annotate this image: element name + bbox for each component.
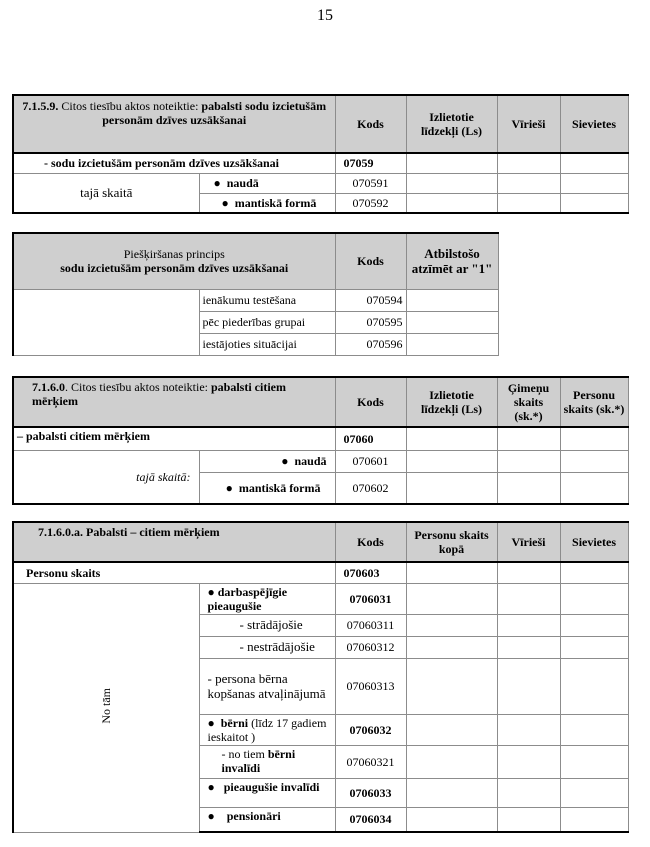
cell-sievietes[interactable] [560, 778, 628, 807]
table-row [13, 450, 628, 472]
row-label: Personu skaits [13, 562, 335, 583]
cell-lidzekli[interactable] [406, 173, 497, 193]
col-header-virie: Vīrieši [497, 95, 560, 153]
col-header-lidzekli: Izlietotie līdzekļi (Ls) [406, 377, 497, 427]
cell-sievietes[interactable] [560, 614, 628, 636]
row-code: 070601 [335, 450, 406, 472]
row-label: ● mantiskā formā [199, 472, 335, 504]
cell-lidzekli[interactable] [406, 427, 497, 450]
cell-virie[interactable] [497, 778, 560, 807]
bullet-icon: ● [207, 779, 215, 794]
cell-personu-skaits-kopa[interactable] [406, 583, 497, 614]
table-7-1-5-9 [12, 94, 629, 214]
row-label: - persona bērna kopšanas atvaļinājumā [199, 658, 335, 714]
table-title: 7.1.6.0. Citos tiesību aktos noteiktie: pabalsti citiem mērķiem [13, 377, 335, 427]
row-code: 070592 [335, 193, 406, 213]
col-header-personu-skaits: Personu skaits (sk.*) [560, 377, 628, 427]
table-title: 7.1.6.0.a. Pabalsti – citiem mērķiem [13, 522, 335, 562]
row-code: 07060313 [335, 658, 406, 714]
col-header-virie: Vīrieši [497, 522, 560, 562]
row-code: 07060321 [335, 745, 406, 778]
row-label: – pabalsti citiem mērķiem [13, 427, 335, 450]
row-label: ● pensionāri [199, 807, 335, 832]
cell-virie[interactable] [497, 636, 560, 658]
col-header-gimenu-skaits: Ģimeņu skaits (sk.*) [497, 377, 560, 427]
cell-lidzekli[interactable] [406, 472, 497, 504]
cell-sievietes[interactable] [560, 714, 628, 745]
cell-sievietes[interactable] [560, 583, 628, 614]
row-code: 0706032 [335, 714, 406, 745]
bullet-icon: ● [207, 584, 215, 599]
cell-gimenu-skaits[interactable] [497, 427, 560, 450]
incl-label: tajā skaitā [13, 173, 199, 213]
table-title: 7.1.5.9. Citos tiesību aktos noteiktie: pabalsti sodu izcietušām personām dzīves uzsākšanai [13, 95, 335, 153]
col-header-kods: Kods [335, 522, 406, 562]
row-code: 070591 [335, 173, 406, 193]
table-row [13, 427, 628, 450]
cell-sievietes[interactable] [560, 807, 628, 832]
bullet-icon: ● [225, 480, 233, 495]
col-header-kods: Kods [335, 233, 406, 289]
row-label: ienākumu testēšana [199, 289, 335, 311]
cell-virie[interactable] [497, 807, 560, 832]
col-header-kods: Kods [335, 377, 406, 427]
table-title: Piešķiršanas princips sodu izcietušām personām dzīves uzsākšanai [13, 233, 335, 289]
row-code: 07059 [335, 153, 406, 173]
row-label: iestājoties situācijai [199, 333, 335, 355]
cell-sievietes[interactable] [560, 745, 628, 778]
cell-sievietes[interactable] [560, 636, 628, 658]
cell-virie[interactable] [497, 614, 560, 636]
row-label: ● pieaugušie invalīdi [199, 778, 335, 807]
cell-sievietes[interactable] [560, 173, 628, 193]
bullet-icon: ● [207, 808, 215, 823]
side-label: No tām [99, 688, 114, 724]
table-row [13, 153, 628, 173]
row-code: 0706033 [335, 778, 406, 807]
cell-personu-skaits[interactable] [560, 427, 628, 450]
cell-virie[interactable] [497, 583, 560, 614]
cell-atzime[interactable] [406, 333, 498, 355]
cell-lidzekli[interactable] [406, 153, 497, 173]
cell-atzime[interactable] [406, 311, 498, 333]
col-header-personu-skaits-kopa: Personu skaits kopā [406, 522, 497, 562]
side-label-cell [13, 583, 199, 832]
row-code: 070594 [335, 289, 406, 311]
cell-personu-skaits-kopa[interactable] [406, 562, 497, 583]
row-code: 070596 [335, 333, 406, 355]
row-label: - sodu izcietušām personām dzīves uzsākšanai [13, 153, 335, 173]
col-header-lidzekli: Izlietotie līdzekļi (Ls) [406, 95, 497, 153]
bullet-icon: ● [281, 454, 289, 468]
col-header-sievietes: Sievietes [560, 522, 628, 562]
cell-virie[interactable] [497, 562, 560, 583]
cell-personu-skaits-kopa[interactable] [406, 714, 497, 745]
row-code: 0706034 [335, 807, 406, 832]
table-row [13, 583, 628, 614]
bullet-icon: ● [207, 715, 215, 730]
cell-personu-skaits-kopa[interactable] [406, 636, 497, 658]
col-header-sievietes: Sievietes [560, 95, 628, 153]
row-label: - no tiem bērni invalīdi [199, 745, 335, 778]
cell-virie[interactable] [497, 658, 560, 714]
table-row [13, 173, 628, 193]
cell-sievietes[interactable] [560, 658, 628, 714]
cell-personu-skaits[interactable] [560, 450, 628, 472]
table-7-1-6-0-a [12, 521, 629, 833]
cell-sievietes[interactable] [560, 193, 628, 213]
row-label: ● naudā [199, 173, 335, 193]
cell-lidzekli[interactable] [406, 193, 497, 213]
cell-gimenu-skaits[interactable] [497, 450, 560, 472]
table-pieskirsanas-princips [12, 232, 499, 356]
cell-personu-skaits-kopa[interactable] [406, 778, 497, 807]
row-code: 070602 [335, 472, 406, 504]
bullet-icon: ● [221, 195, 229, 210]
row-label: ● darbaspējīgie pieaugušie [199, 583, 335, 614]
cell-virie[interactable] [497, 173, 560, 193]
cell-personu-skaits-kopa[interactable] [406, 745, 497, 778]
cell-personu-skaits-kopa[interactable] [406, 614, 497, 636]
cell-personu-skaits-kopa[interactable] [406, 658, 497, 714]
table-row [13, 562, 628, 583]
incl-label: tajā skaitā: [13, 450, 199, 504]
row-label: ● bērni (līdz 17 gadiem ieskaitot ) [199, 714, 335, 745]
cell-sievietes[interactable] [560, 153, 628, 173]
cell-sievietes[interactable] [560, 562, 628, 583]
row-code: 07060 [335, 427, 406, 450]
cell-virie[interactable] [497, 714, 560, 745]
row-code: 0706031 [335, 583, 406, 614]
page-number: 15 [317, 7, 333, 24]
table-7-1-6-0 [12, 376, 629, 505]
cell-virie[interactable] [497, 193, 560, 213]
row-code: 070595 [335, 311, 406, 333]
empty-cell [13, 289, 199, 355]
row-label: pēc piederības grupai [199, 311, 335, 333]
row-label: - strādājošie [199, 614, 335, 636]
row-label: ● mantiskā formā [199, 193, 335, 213]
row-label: ● naudā [199, 450, 335, 472]
row-code: 07060311 [335, 614, 406, 636]
col-header-kods: Kods [335, 95, 406, 153]
cell-virie[interactable] [497, 745, 560, 778]
row-code: 070603 [335, 562, 406, 583]
cell-personu-skaits-kopa[interactable] [406, 807, 497, 832]
cell-gimenu-skaits[interactable] [497, 472, 560, 504]
cell-lidzekli[interactable] [406, 450, 497, 472]
cell-virie[interactable] [497, 153, 560, 173]
row-label: - nestrādājošie [199, 636, 335, 658]
cell-atzime[interactable] [406, 289, 498, 311]
table-row [13, 289, 498, 311]
cell-personu-skaits[interactable] [560, 472, 628, 504]
row-code: 07060312 [335, 636, 406, 658]
col-header-atbilstoso: Atbilstošo atzīmēt ar "1" [406, 233, 498, 289]
bullet-icon: ● [213, 176, 221, 190]
